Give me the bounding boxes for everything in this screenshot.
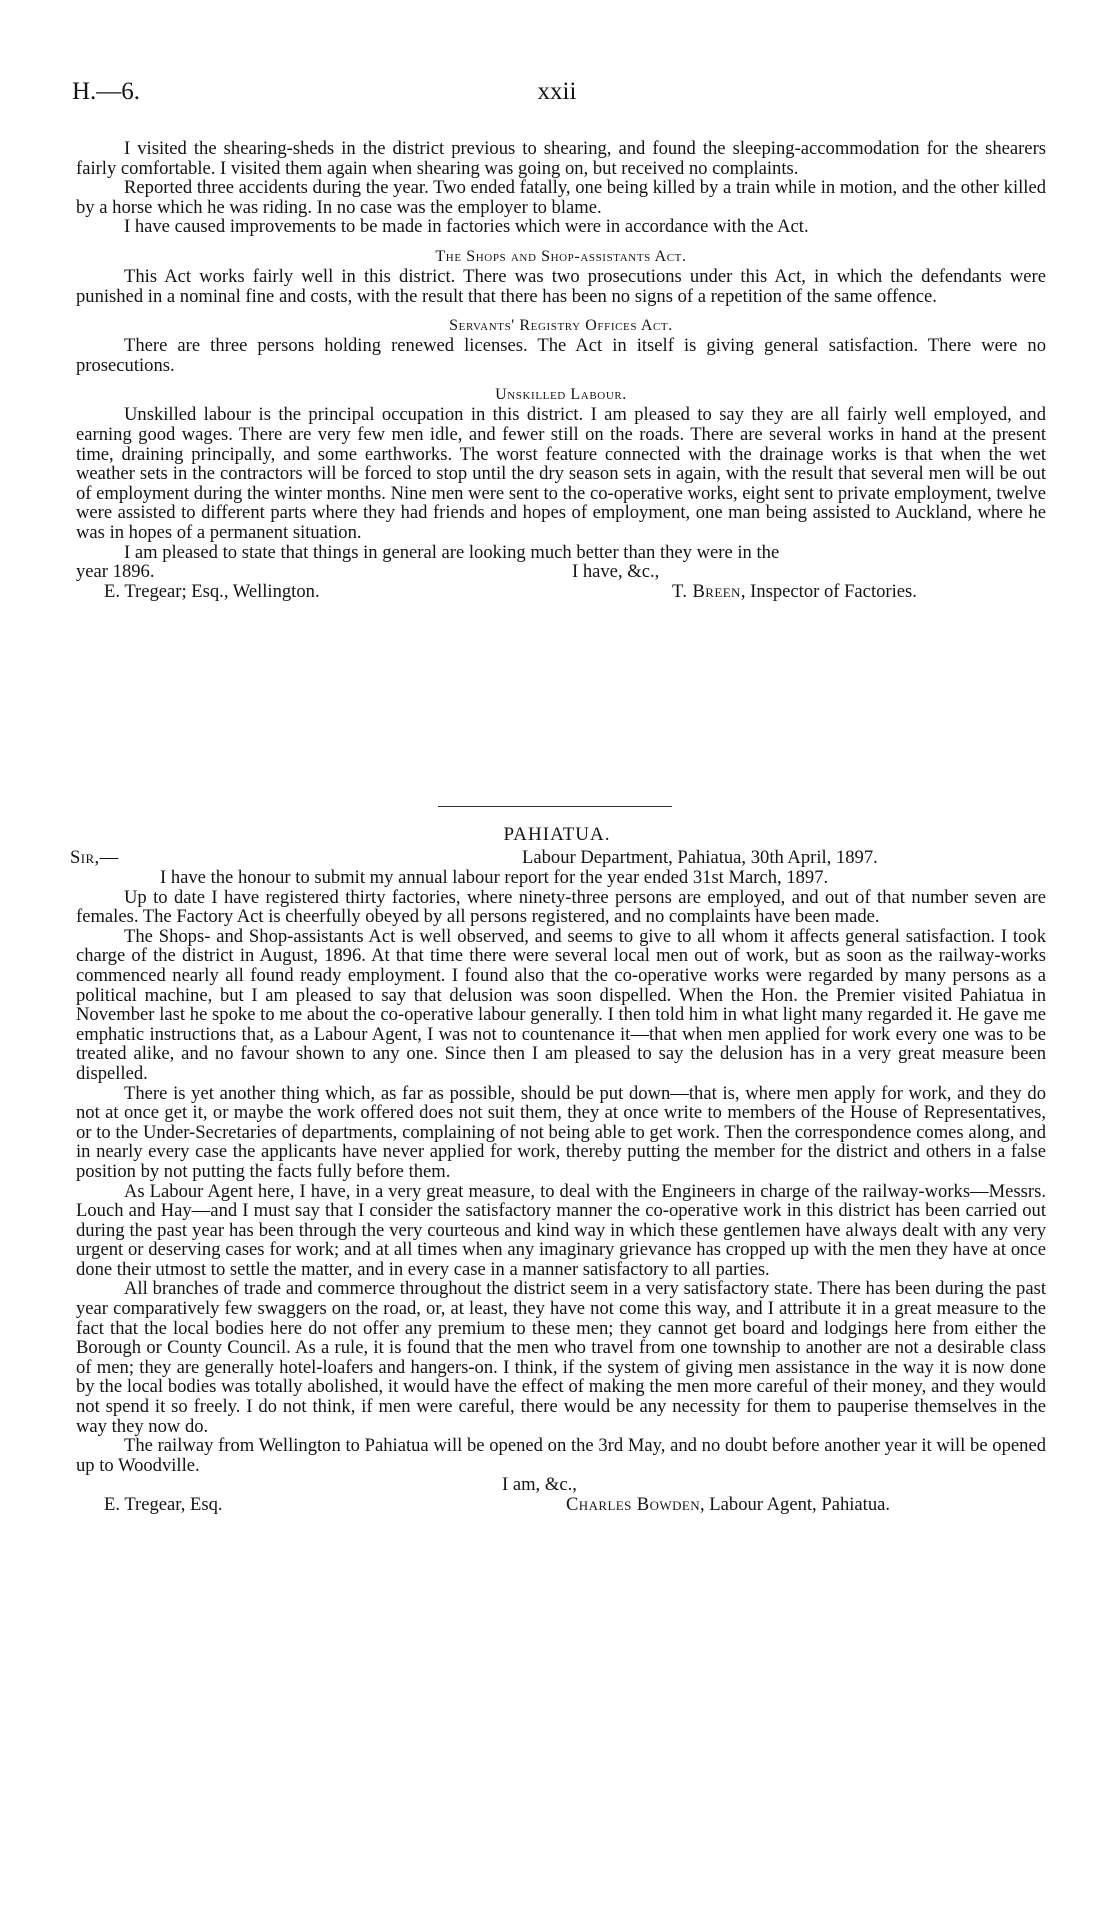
paragraph-unskilled-labour: Unskilled labour is the principal occupation in this district. I am pleased to say they are all fairly well employed, and earning good wages. There are very few men idle, and fewer still on the roads. There are several works in hand at the present time, draining principally, and some earthworks. The worst feature connected with the drainage works is that when the wet weather sets in the contractors will be forced to stop until the dry season sets in again, with the result that several men will be out of employment during the winter months. Nine men were sent to the co-operative works, eight sent to private employment, twelve were assisted to different parts where they had friends and hopes of employment, one man being assisted to Auckland, where he was in hopes of a permanent situation.	[76, 404, 1046, 543]
closing-regards: I have, &c.,	[572, 561, 660, 583]
dateline: Labour Department, Pahiatua, 30th April, 1897.	[522, 847, 878, 868]
paragraph-railway: The railway from Wellington to Pahiatua will be opened on the 3rd May, and no doubt before another year it will be opened up to Woodville.	[76, 1435, 1046, 1476]
signature-name: T. Breen	[672, 581, 741, 603]
paragraph-servants-registry: There are three persons holding renewed licenses. The Act in itself is giving general satisfaction. There were no prosecutions.	[76, 335, 1046, 376]
signature-row-pahiatua	[76, 1495, 1046, 1515]
paragraph-accidents: Reported three accidents during the year. Two ended fatally, one being killed by a train while in motion, and the other killed by a horse which he was riding. In no case was the employer to blame.	[76, 177, 1046, 218]
report-section-inspector	[76, 139, 1046, 602]
paragraph-shops-district: The Shops- and Shop-assistants Act is well observed, and seems to give to all whom it affects general satisfaction. I took charge of the district in August, 1896. At that time there were several local men out of work, but as soon as the railway-works commenced nearly all found ready employment. I found also that the co-operative works were regarded by many persons as a political machine, but I am pleased to say that delusion was soon dispelled. When the Hon. the Premier visited Pahiatua in November last he spoke to me about the co-operative labour generally. I then told him in what light many regarded it. He gave me emphatic instructions that, as a Labour Agent, I was not to countenance it—that when men applied for work every one was to be treated alike, and no favour shown to any one. Since then I am pleased to say the delusion has in a very great measure been dispelled.	[76, 925, 1046, 1084]
salutation: Sir,—	[70, 847, 119, 868]
paragraph-shearing-sheds: I visited the shearing-sheds in the district previous to shearing, and found the sleeping-accommodation for the shearers fairly comfortable. I visited them again when shearing was going on, but received no complaints.	[76, 138, 1046, 179]
page-reference: H.—6.	[72, 78, 141, 105]
paragraph-closing-statement: I am pleased to state that things in general are looking much better than they were in the	[124, 541, 780, 563]
signature-row	[76, 582, 1046, 602]
salutation-row	[70, 847, 1046, 868]
signature-title-pahiatua: , Labour Agent, Pahiatua.	[700, 1494, 891, 1516]
paragraph-improvements: I have caused improvements to be made in factories which were in accordance with the Act.	[124, 216, 809, 238]
closing-regards-pahiatua: I am, &c.,	[502, 1474, 577, 1496]
closing-row	[76, 562, 1046, 582]
report-section-pahiatua	[70, 847, 1046, 1516]
closing-year: year 1896.	[76, 561, 155, 583]
paragraph-applications: There is yet another thing which, as far as possible, should be put down—that is, where men apply for work, and they do not at once get it, or maybe the work offered does not suit them, they at once write to members of the House of Representatives, or to the Under-Secretaries of departments, complaining of not being able to get work. Then the correspondence comes along, and in nearly every case the applicants have never applied for work, thereby putting the member for the district and others in a false position by not putting the facts fully before them.	[76, 1082, 1046, 1182]
closing-row-pahiatua	[76, 1475, 1046, 1495]
signature-title: , Inspector of Factories.	[740, 581, 917, 603]
paragraph-trade: All branches of trade and commerce throughout the district seem in a very satisfactory state. There has been during the past year comparatively few swaggers on the road, or, at least, they have not come this way, and I attribute it in a great measure to the fact that the local bodies here do not offer any premium to these men; they cannot get board and lodgings here from either the Borough or County Council. As a rule, it is found that the men who travel from one township to another are not a desirable class of men; they are generally hotel-loafers and hangers-on. I think, if the system of giving men assistance in the way it is now done by the local bodies was totally abolished, it would have the effect of making the men more careful of their money, and they would not spend it so freely. I do not think, if men were careful, there would be any necessity for them to pauperise themselves in the way they now do.	[76, 1278, 1046, 1437]
paragraph-engineers: As Labour Agent here, I have, in a very great measure, to deal with the Engineers in charge of the railway-works—Messrs. Louch and Hay—and I must say that I consider the satisfactory manner the co-operative work in this district has been carried out during the past year has been through the very courteous and kind way in which these gentlemen have always dealt with any very urgent or deserving cases for work; and at all times when any imaginary grievance has cropped up with the men they have at once done their utmost to settle the matter, and in every case in a manner satisfactory to all parties.	[76, 1180, 1046, 1280]
paragraph-shops-act: This Act works fairly well in this district. There was two prosecutions under this Act, in which the defendants were punished in a nominal fine and costs, with the result that there has been no signs of a repetition of the same offence.	[76, 265, 1046, 307]
signature-name-pahiatua: Charles Bowden	[566, 1494, 700, 1516]
section-divider	[438, 806, 672, 807]
paragraph-factories: Up to date I have registered thirty factories, where ninety-three persons are employed, and out of that number seven are females. The Factory Act is cheerfully obeyed by all persons registered, and no complaints have been made.	[76, 886, 1046, 928]
heading-unskilled-labour: Unskilled Labour.	[495, 386, 627, 404]
signature	[672, 582, 917, 602]
heading-shops-act: The Shops and Shop-assistants Act.	[435, 247, 687, 265]
page-number: xxii	[537, 78, 577, 105]
heading-servants-registry: Servants' Registry Offices Act.	[449, 317, 673, 335]
addressee-pahiatua: E. Tregear, Esq.	[104, 1494, 223, 1516]
section-title-pahiatua: PAHIATUA.	[503, 824, 611, 845]
addressee: E. Tregear; Esq., Wellington.	[104, 581, 320, 603]
paragraph-honour: I have the honour to submit my annual labour report for the year ended 31st March, 1897.	[160, 867, 829, 888]
signature-pahiatua	[566, 1495, 890, 1515]
